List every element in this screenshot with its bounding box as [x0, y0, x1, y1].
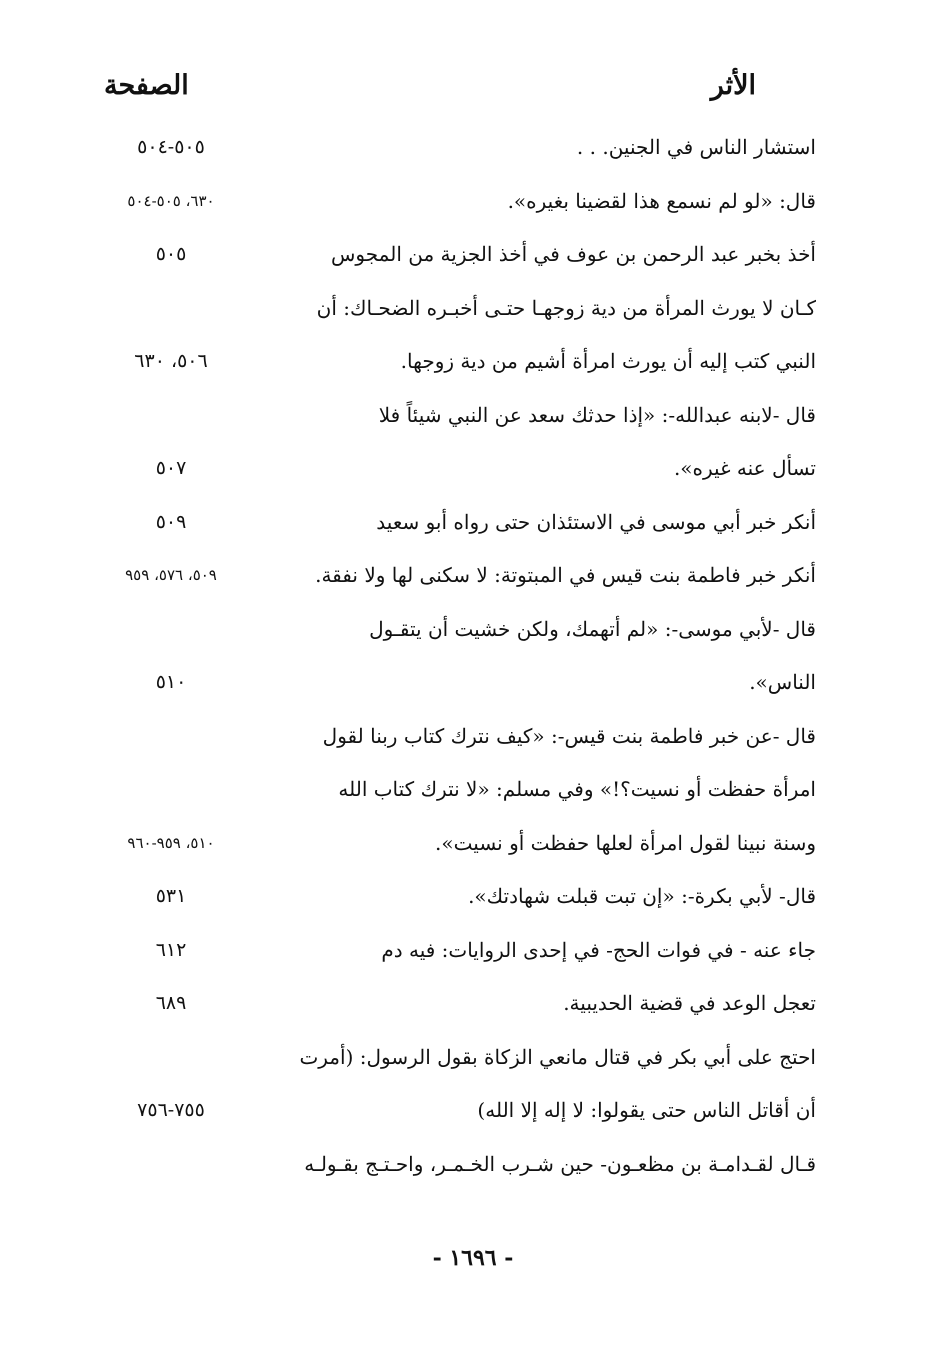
row-text: تسأل عنه غيره».: [673, 456, 816, 480]
row-text: أخذ بخبر عبد الرحمن بن عوف في أخذ الجزية من المجوس: [331, 242, 816, 266]
row-page-ref: ٥٠٩، ٥٧٦، ٩٥٩: [125, 566, 217, 584]
row-page-ref: [96, 766, 246, 820]
index-row: [0, 285, 946, 339]
column-header-page: الصفحة: [104, 70, 189, 101]
row-text: استشار الناس في الجنين. . .: [576, 135, 816, 159]
row-page-ref: [96, 1141, 246, 1195]
index-row: [0, 231, 946, 285]
row-text: وسنة نبينا لقول امرأة لعلها حفظت أو نسيت».: [435, 830, 816, 855]
row-text: أن أقاتل الناس حتى يقولوا: لا إله إلا الله): [477, 1098, 816, 1122]
page-number: - ١٦٩٦ -: [432, 1245, 514, 1271]
row-page-ref: ٥١٠، ٩٥٩-٩٦٠: [127, 833, 215, 852]
index-row: [0, 445, 946, 499]
row-page-ref: ٥٠٥-٥٠٤: [137, 136, 205, 158]
index-row: [0, 820, 946, 874]
row-text: قال: «لو لم نسمع هذا لقضينا بغيره».: [507, 188, 816, 213]
row-page-ref: ٥٠٩: [155, 510, 187, 533]
index-rows: [0, 124, 946, 1194]
index-row: [0, 124, 946, 178]
index-row: [0, 766, 946, 820]
row-text: قال- لأبي بكرة-: «إن تبت قبلت شهادتك».: [468, 884, 816, 908]
index-row: [0, 873, 946, 927]
row-page-ref: ٥٠٦، ٦٣٠: [134, 350, 208, 372]
row-text: أنكر خبر أبي موسى في الاستئذان حتى رواه أبو سعيد: [376, 509, 816, 534]
index-row: [0, 499, 946, 553]
index-row: [0, 606, 946, 660]
index-row: [0, 713, 946, 767]
row-text: أنكر خبر فاطمة بنت قيس في المبتوتة: لا سكنى لها ولا نفقة.: [315, 563, 816, 587]
index-row: [0, 1087, 946, 1141]
row-text: الناس».: [749, 670, 816, 694]
index-row: [0, 1141, 946, 1195]
column-header-athar: الأثر: [710, 70, 756, 101]
index-row: [0, 178, 946, 232]
row-text: قال -لأبي موسى-: «لم أتهمك، ولكن خشيت أن يتقـول: [369, 616, 816, 641]
row-text: جاء عنه - في فوات الحج- في إحدى الروايات: فيه دم: [381, 937, 816, 962]
row-text: قال -عن خبر فاطمة بنت قيس-: «كيف نترك كتاب ربنا لقول: [322, 723, 816, 748]
index-row: [0, 659, 946, 713]
row-page-ref: ٥٣١: [155, 885, 187, 907]
row-text: قـال لقـدامـة بن مظعـون- حين شـرب الخـمـر، واحـتـج بقـولـه: [304, 1151, 816, 1176]
row-page-ref: [96, 1034, 246, 1088]
row-text: احتج على أبي بكر في قتال مانعي الزكاة بقول الرسول: (أمرت: [299, 1044, 816, 1069]
row-page-ref: ٦٨٩: [155, 992, 187, 1014]
row-page-ref: [96, 713, 246, 767]
row-text: امرأة حفظت أو نسيت؟!» وفي مسلم: «لا نترك كتاب الله: [338, 777, 816, 801]
row-page-ref: ٥١٠: [155, 671, 187, 693]
row-page-ref: ٥٠٧: [155, 457, 187, 479]
row-text: قال -لابنه عبدالله-: «إذا حدثك سعد عن النبي شيئاً فلا: [378, 402, 816, 427]
row-page-ref: [96, 392, 246, 446]
index-row: [0, 338, 946, 392]
row-page-ref: [96, 285, 246, 339]
index-row: [0, 552, 946, 606]
row-page-ref: [96, 606, 246, 660]
row-text: كـان لا يورث المرأة من دية زوجهـا حتـى أخبـره الضحـاك: أن: [316, 295, 816, 320]
row-page-ref: ٥٠٥: [155, 243, 187, 265]
index-row: [0, 980, 946, 1034]
index-row: [0, 927, 946, 981]
row-page-ref: ٦١٢: [155, 938, 187, 961]
index-row: [0, 392, 946, 446]
index-row: [0, 1034, 946, 1088]
row-page-ref: ٦٣٠، ٥٠٥-٥٠٤: [127, 191, 215, 210]
row-text: تعجل الوعد في قضية الحديبية.: [563, 991, 816, 1015]
row-text: النبي كتب إليه أن يورث امرأة أشيم من دية زوجها.: [400, 349, 816, 373]
row-page-ref: ٧٥٥-٧٥٦: [137, 1099, 205, 1121]
